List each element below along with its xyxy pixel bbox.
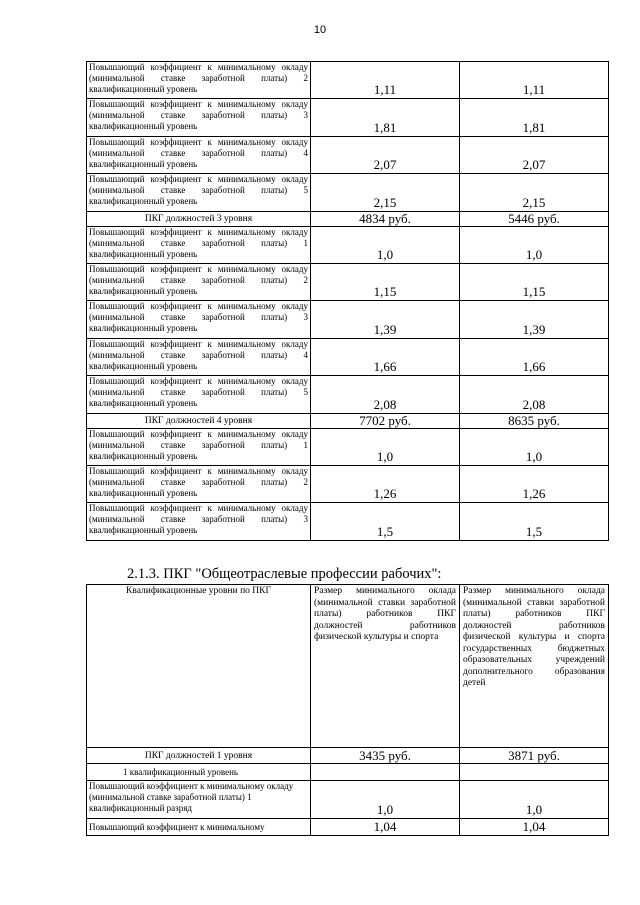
table-row xyxy=(87,503,609,540)
group-row xyxy=(87,413,609,428)
section-title: 2.1.3. ПКГ "Общеотраслевые профессии рабочих": xyxy=(127,566,442,582)
coefficient-label: Повышающий коэффициент к минимальному окладу (минимальной ставке заработной платы) 3 квалификационный уровень xyxy=(87,503,311,540)
coefficient-value-1: 2,15 xyxy=(311,174,460,211)
coefficient-value-2: 1,11 xyxy=(460,62,609,99)
table-row xyxy=(87,136,609,173)
table-row xyxy=(87,263,609,300)
table-general-worker-professions xyxy=(86,584,609,836)
coefficient-label: Повышающий коэффициент к минимальному окладу (минимальной ставке заработной платы) 4 квалификационный уровень xyxy=(87,136,311,173)
coefficient-label: Повышающий коэффициент к минимальному окладу (минимальной ставке заработной платы) 3 квалификационный уровень xyxy=(87,301,311,338)
coefficient-label: Повышающий коэффициент к минимальному окладу (минимальной ставке заработной платы) 1 квалификационный разряд xyxy=(87,781,311,819)
group-value-1: 4834 руб. xyxy=(311,211,460,226)
coefficient-value-1: 1,5 xyxy=(311,503,460,540)
coefficient-value-2: 2,07 xyxy=(460,136,609,173)
coefficient-value-1: 2,07 xyxy=(311,136,460,173)
coefficient-label: Повышающий коэффициент к минимальному окладу (минимальной ставке заработной платы) 4 квалификационный уровень xyxy=(87,338,311,375)
coefficient-value-2: 1,81 xyxy=(460,99,609,136)
coefficient-value-2: 1,04 xyxy=(460,819,609,836)
coefficient-value-1: 1,39 xyxy=(311,301,460,338)
coefficient-value-1: 1,0 xyxy=(311,226,460,263)
coefficient-label: Повышающий коэффициент к минимальному окладу (минимальной ставке заработной платы) 2 квалификационный уровень xyxy=(87,465,311,502)
group-label: ПКГ должностей 1 уровня xyxy=(87,748,311,764)
table-row xyxy=(87,819,609,836)
coefficient-value-2: 1,5 xyxy=(460,503,609,540)
group-value-2: 3871 руб. xyxy=(460,748,609,764)
coefficient-label: Повышающий коэффициент к минимальному окладу (минимальной ставке заработной платы) 1 квалификационный уровень xyxy=(87,428,311,465)
table-row xyxy=(87,338,609,375)
empty-cell xyxy=(460,764,609,781)
coefficient-value-1: 1,15 xyxy=(311,263,460,300)
group-value-2: 5446 руб. xyxy=(460,211,609,226)
header-min-salary-sports: Размер минимального оклада (минимальной ставки заработной платы) работников ПКГ должностей работников физической культуры и спорта xyxy=(311,585,460,748)
table-row xyxy=(87,781,609,819)
table-row xyxy=(87,226,609,263)
group-row xyxy=(87,748,609,764)
coefficient-value-1: 1,81 xyxy=(311,99,460,136)
coefficient-label: Повышающий коэффициент к минимальному окладу (минимальной ставке заработной платы) 2 квалификационный уровень xyxy=(87,263,311,300)
coefficient-value-2: 2,08 xyxy=(460,376,609,413)
qualification-level-row xyxy=(87,764,609,781)
coefficient-value-2: 1,39 xyxy=(460,301,609,338)
table-row xyxy=(87,301,609,338)
group-row xyxy=(87,211,609,226)
coefficient-value-1: 1,0 xyxy=(311,781,460,819)
coefficient-value-1: 1,0 xyxy=(311,428,460,465)
coefficient-value-2: 1,15 xyxy=(460,263,609,300)
page-number: 10 xyxy=(313,24,327,36)
coefficient-value-1: 2,08 xyxy=(311,376,460,413)
group-label: ПКГ должностей 4 уровня xyxy=(87,413,311,428)
coefficient-value-1: 1,11 xyxy=(311,62,460,99)
coefficient-label: Повышающий коэффициент к минимальному xyxy=(87,819,311,836)
coefficient-value-2: 1,26 xyxy=(460,465,609,502)
coefficient-value-1: 1,26 xyxy=(311,465,460,502)
coefficient-label: Повышающий коэффициент к минимальному окладу (минимальной ставке заработной платы) 1 квалификационный уровень xyxy=(87,226,311,263)
table-row xyxy=(87,99,609,136)
coefficient-value-2: 1,0 xyxy=(460,428,609,465)
table-row xyxy=(87,428,609,465)
coefficient-label: Повышающий коэффициент к минимальному окладу (минимальной ставке заработной платы) 5 квалификационный уровень xyxy=(87,174,311,211)
table-header-row xyxy=(87,585,609,748)
coefficient-value-2: 1,66 xyxy=(460,338,609,375)
coefficient-label: Повышающий коэффициент к минимальному окладу (минимальной ставке заработной платы) 2 квалификационный уровень xyxy=(87,62,311,99)
group-value-2: 8635 руб. xyxy=(460,413,609,428)
coefficient-value-1: 1,66 xyxy=(311,338,460,375)
group-label: ПКГ должностей 3 уровня xyxy=(87,211,311,226)
header-min-salary-education: Размер минимального оклада (минимальной ставки заработной платы) работников ПКГ должностей работников физической культуры и спорта государственных бюджетных образовательных учреждений дополнительного образования детей xyxy=(460,585,609,748)
empty-cell xyxy=(311,764,460,781)
table-row xyxy=(87,62,609,99)
table-row xyxy=(87,174,609,211)
coefficient-value-2: 1,0 xyxy=(460,781,609,819)
coefficient-value-1: 1,04 xyxy=(311,819,460,836)
table-row xyxy=(87,376,609,413)
group-value-1: 3435 руб. xyxy=(311,748,460,764)
qualification-level-label: 1 квалификационный уровень xyxy=(87,764,311,781)
coefficient-label: Повышающий коэффициент к минимальному окладу (минимальной ставке заработной платы) 3 квалификационный уровень xyxy=(87,99,311,136)
header-qualification-levels: Квалификационные уровни по ПКГ xyxy=(87,585,311,748)
table-row xyxy=(87,465,609,502)
coefficient-label: Повышающий коэффициент к минимальному окладу (минимальной ставке заработной платы) 5 квалификационный уровень xyxy=(87,376,311,413)
table-qualification-coefficients xyxy=(86,61,609,541)
coefficient-value-2: 1,0 xyxy=(460,226,609,263)
coefficient-value-2: 2,15 xyxy=(460,174,609,211)
group-value-1: 7702 руб. xyxy=(311,413,460,428)
